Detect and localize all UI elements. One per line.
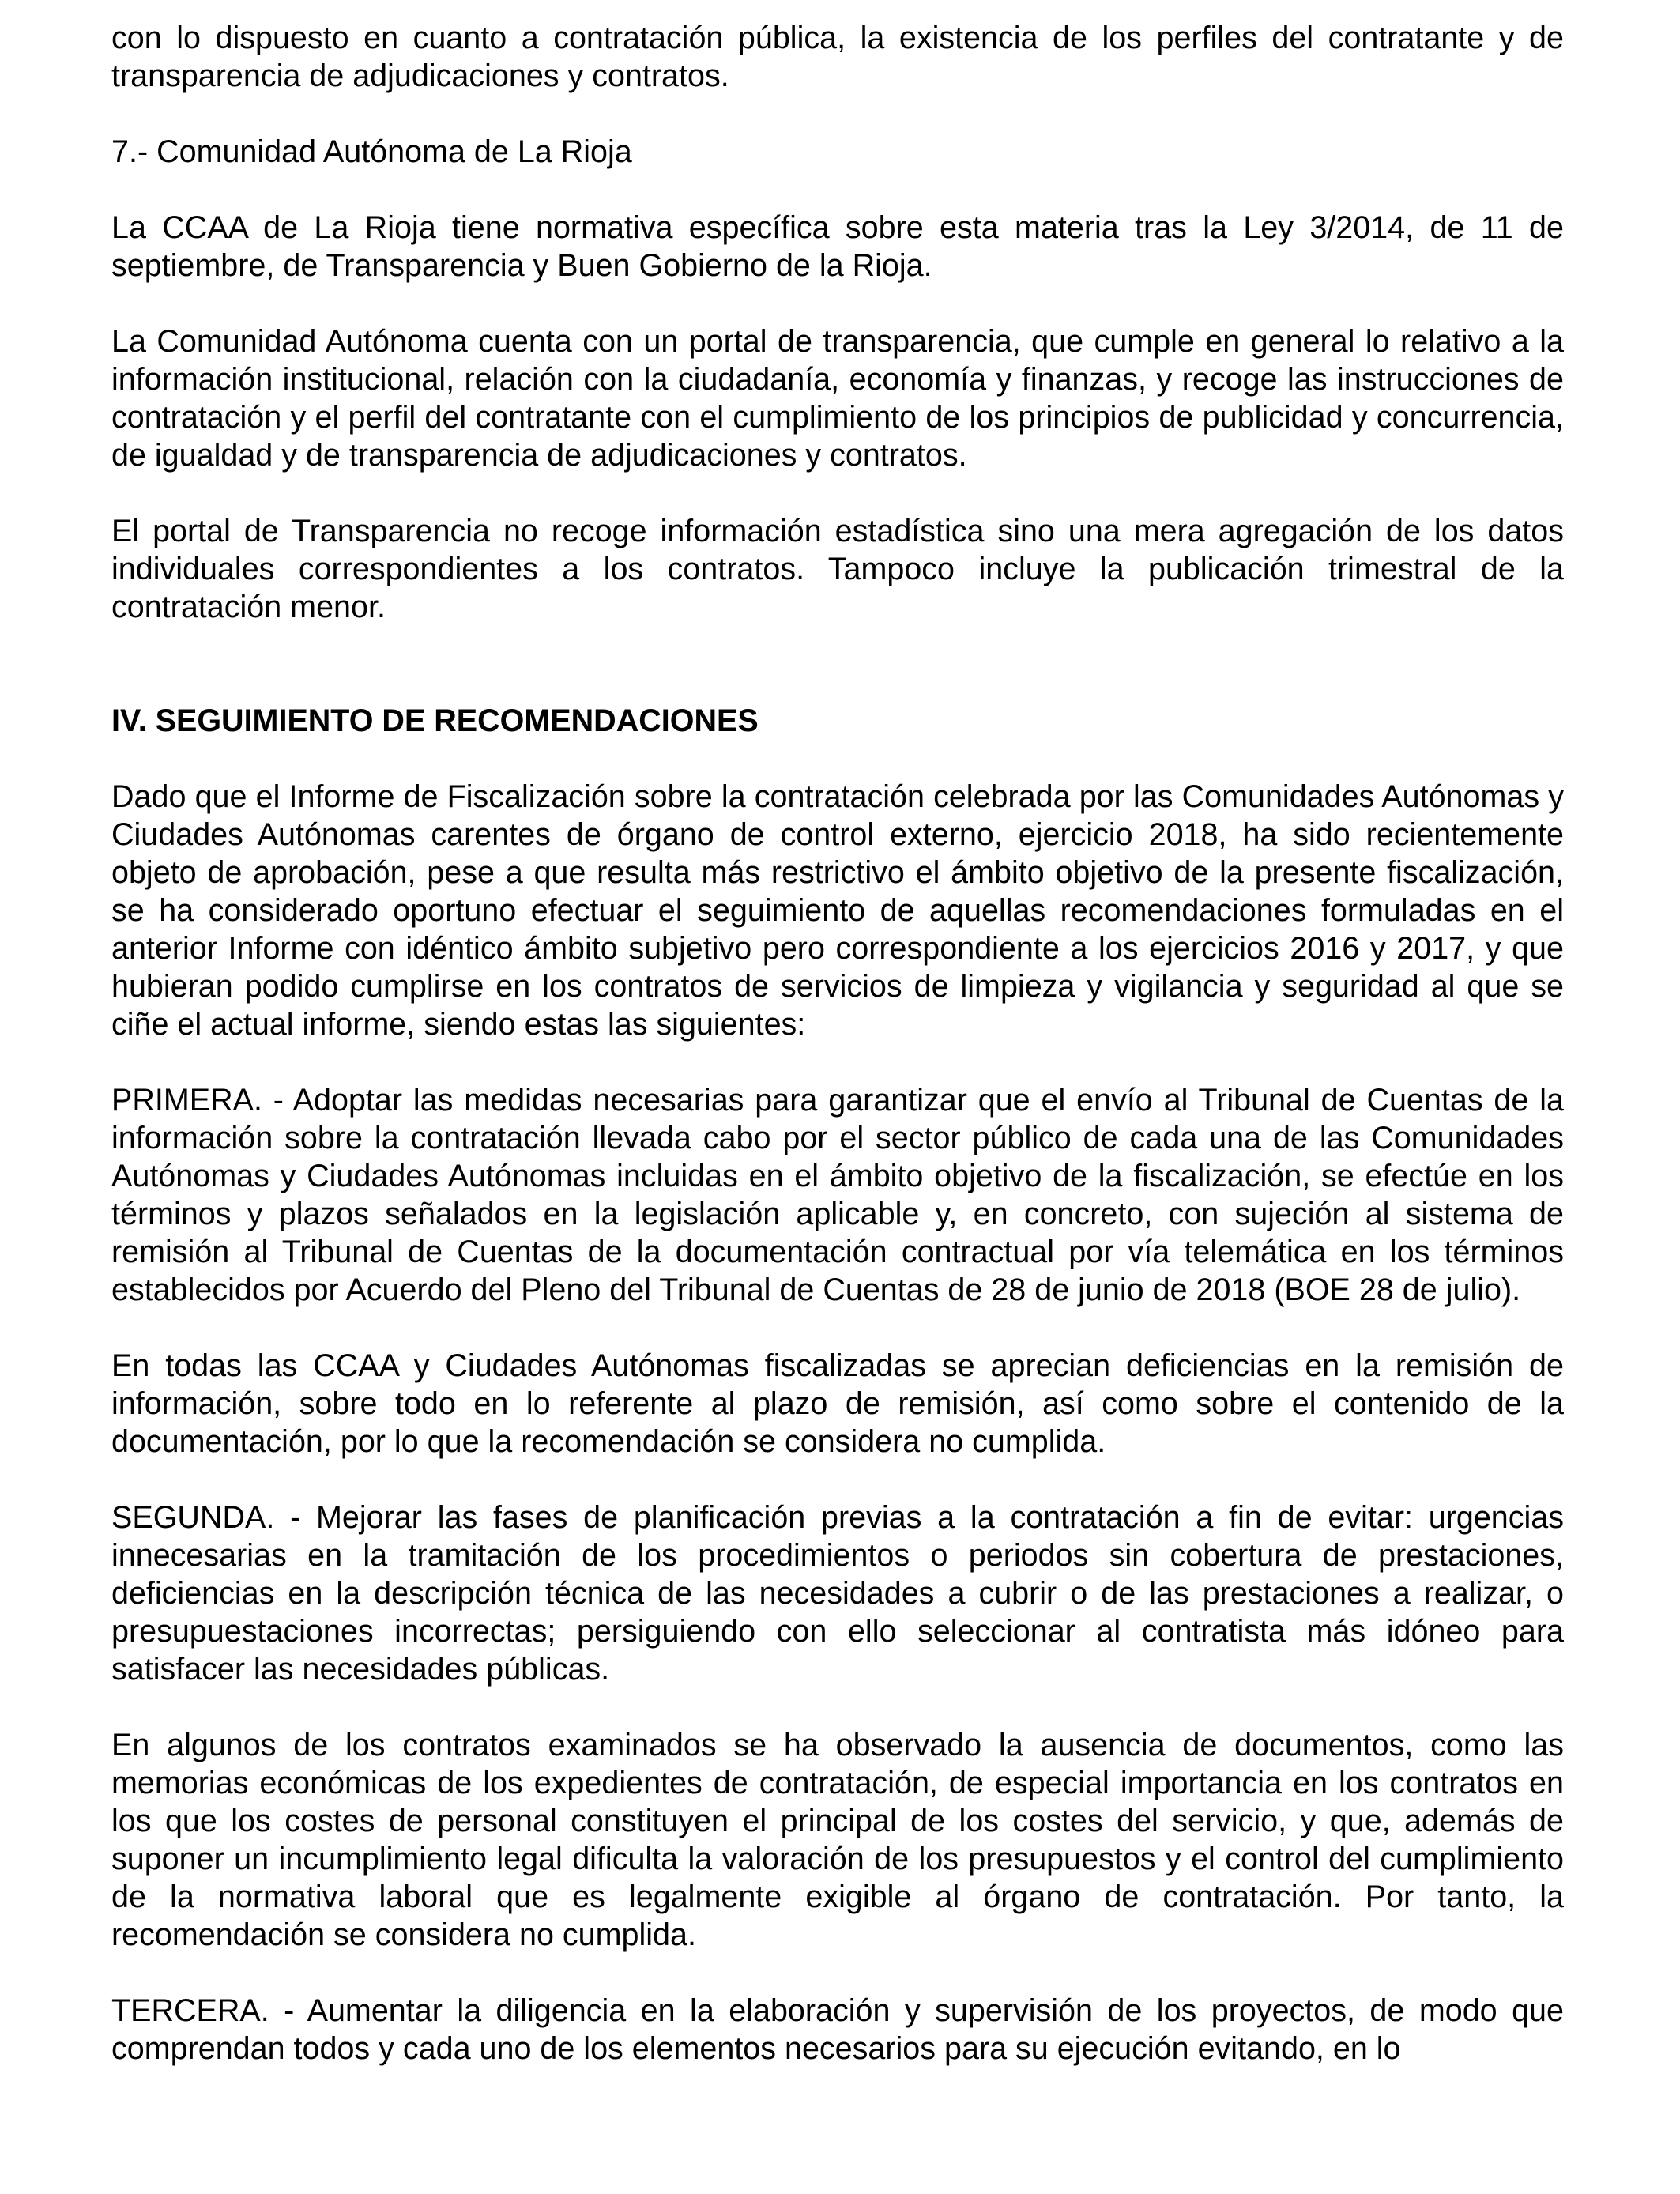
paragraph-rioja-estadistica: El portal de Transparencia no recoge información estadística sino una mera agregación de los datos individuales correspondientes a los contratos. Tampoco incluye la publicación trimestral de la contratación menor. bbox=[111, 514, 1564, 624]
paragraph-primera: PRIMERA. - Adoptar las medidas necesarias para garantizar que el envío al Tribunal de Cuentas de la información sobre la contratación llevada cabo por el sector público de cada una de las Comunidades Autónomas y Ciudades Autónomas incluidas en el ámbito objetivo de la fiscalización, se efectúe en los términos y plazos señalados en la legislación aplicable y, en concreto, con sujeción al sistema de remisión al Tribunal de Cuentas de la documentación contractual por vía telemática en los términos establecidos por Acuerdo del Pleno del Tribunal de Cuentas de 28 de junio de 2018 (BOE 28 de julio). bbox=[111, 1083, 1564, 1307]
section-heading: IV. SEGUIMIENTO DE RECOMENDACIONES bbox=[111, 703, 759, 738]
paragraph-continuation: con lo dispuesto en cuanto a contratación pública, la existencia de los perfiles del contratante y de transparencia de adjudicaciones y contratos. bbox=[111, 21, 1564, 93]
document-page bbox=[111, 19, 1564, 2105]
paragraph-segunda-evaluacion: En algunos de los contratos examinados se ha observado la ausencia de documentos, como las memorias económicas de los expedientes de contratación, de especial importancia en los contratos en los que los costes de personal constituyen el principal de los costes del servicio, y que, además de suponer un incumplimiento legal dificulta la valoración de los presupuestos y el control del cumplimiento de la normativa laboral que es legalmente exigible al órgano de contratación. Por tanto, la recomendación se considera no cumplida. bbox=[111, 1728, 1564, 1952]
paragraph-tercera: TERCERA. - Aumentar la diligencia en la elaboración y supervisión de los proyectos, de modo que comprendan todos y cada uno de los elementos necesarios para su ejecución evitando, en lo bbox=[111, 1993, 1564, 2066]
subsection-title-la-rioja: 7.- Comunidad Autónoma de La Rioja bbox=[111, 134, 632, 169]
paragraph-segunda: SEGUNDA. - Mejorar las fases de planificación previas a la contratación a fin de evitar: urgencias innecesarias en la tramitación de los procedimientos o periodos sin cobertura de prestaciones, deficiencias en la descripción técnica de las necesidades a cubrir o de las prestaciones a realizar, o presupuestaciones incorrectas; persiguiendo con ello seleccionar al contratista más idóneo para satisfacer las necesidades públicas. bbox=[111, 1500, 1564, 1687]
paragraph-primera-evaluacion: En todas las CCAA y Ciudades Autónomas fiscalizadas se aprecian deficiencias en la remisión de información, sobre todo en lo referente al plazo de remisión, así como sobre el contenido de la documentación, por lo que la recomendación se considera no cumplida. bbox=[111, 1348, 1564, 1459]
paragraph-rioja-portal: La Comunidad Autónoma cuenta con un portal de transparencia, que cumple en general lo relativo a la información institucional, relación con la ciudadanía, economía y finanzas, y recoge las instrucciones de contratación y el perfil del contratante con el cumplimiento de los principios de publicidad y concurrencia, de igualdad y de transparencia de adjudicaciones y contratos. bbox=[111, 324, 1564, 473]
paragraph-seguimiento-intro: Dado que el Informe de Fiscalización sobre la contratación celebrada por las Comunidades Autónomas y Ciudades Autónomas carentes de órgano de control externo, ejercicio 2018, ha sido recientemente objeto de aprobación, pese a que resulta más restrictivo el ámbito objetivo de la presente fiscalización, se ha considerado oportuno efectuar el seguimiento de aquellas recomendaciones formuladas en el anterior Informe con idéntico ámbito subjetivo pero correspondiente a los ejercicios 2016 y 2017, y que hubieran podido cumplirse en los contratos de servicios de limpieza y vigilancia y seguridad al que se ciñe el actual informe, siendo estas las siguientes: bbox=[111, 779, 1564, 1042]
section-spacer bbox=[111, 664, 1564, 702]
paragraph-rioja-normativa: La CCAA de La Rioja tiene normativa específica sobre esta materia tras la Ley 3/2014, de 11 de septiembre, de Transparencia y Buen Gobierno de la Rioja. bbox=[111, 210, 1564, 283]
